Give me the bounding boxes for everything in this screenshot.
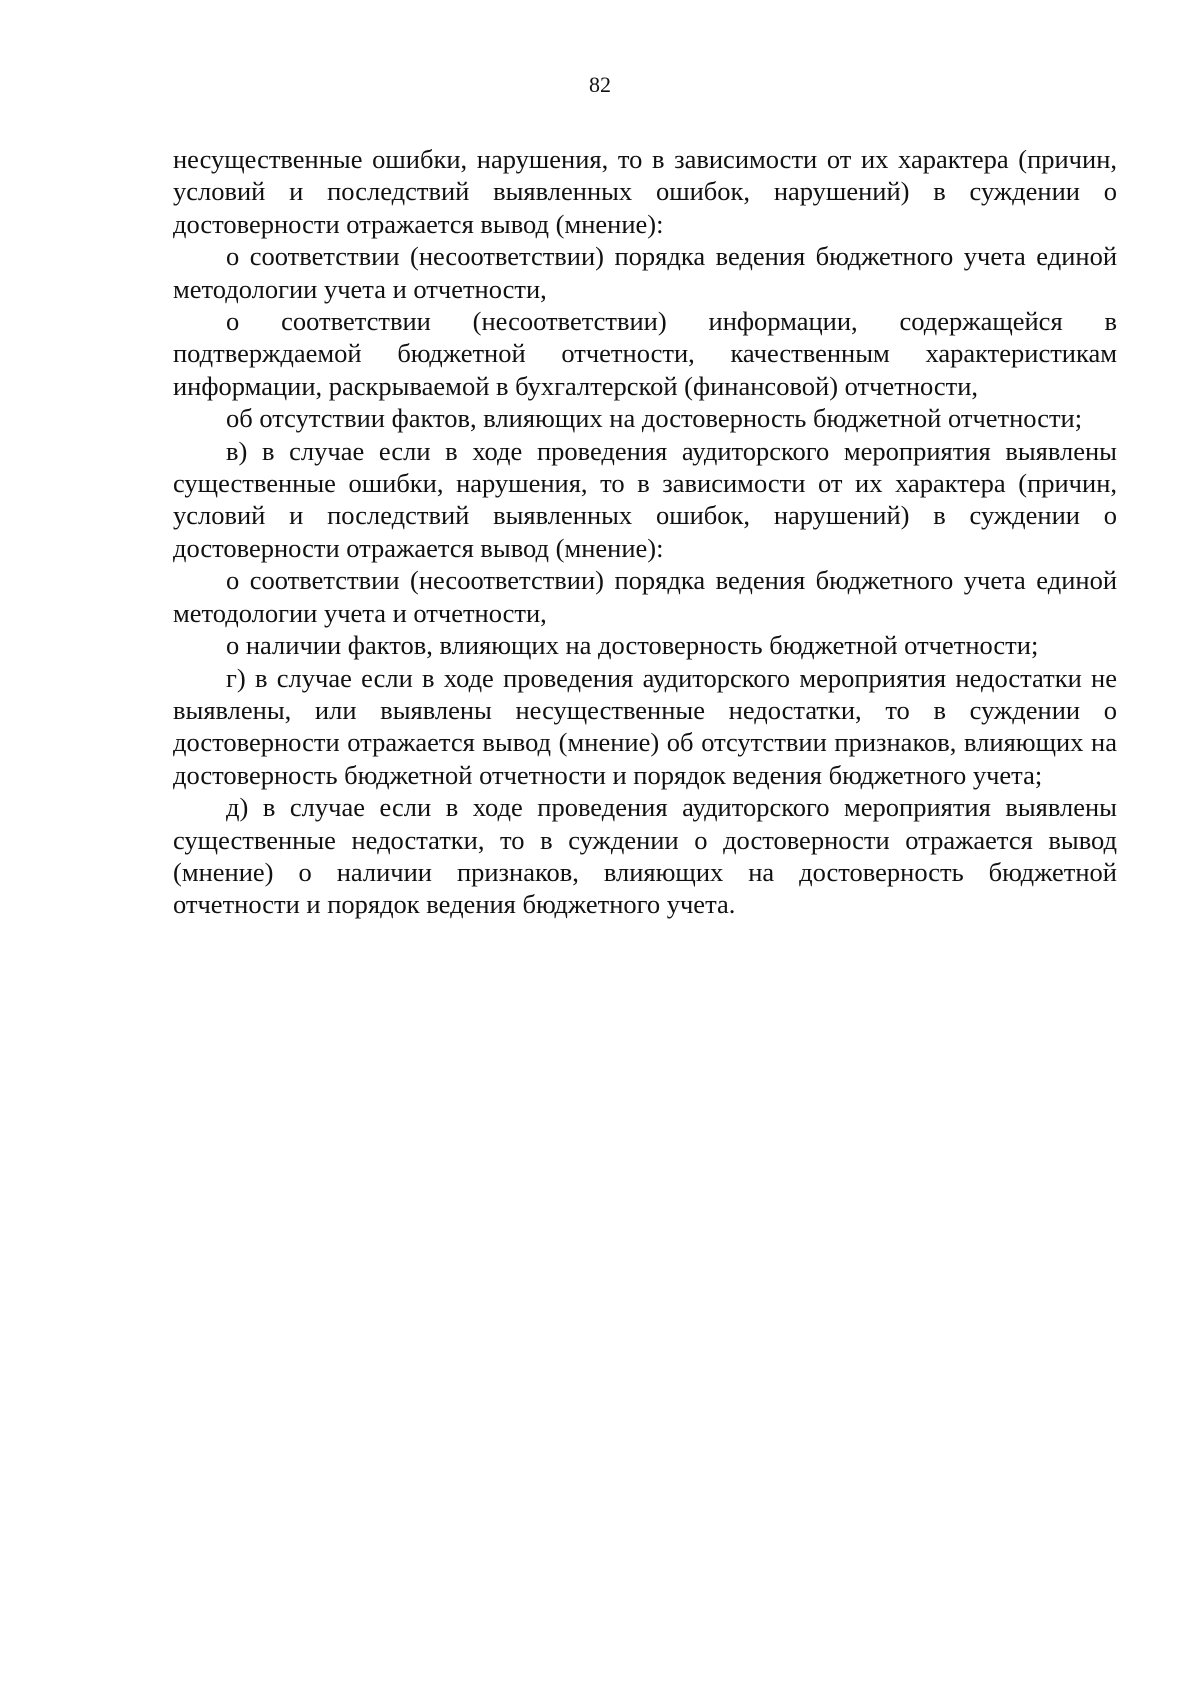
page-number: 82 bbox=[589, 72, 611, 97]
paragraph-8: г) в случае если в ходе проведения аудиторского мероприятия недостатки не выявлены, или выявлены несущественные недостатки, то в суждении о достоверности отражается вывод (мнение) об отсутствии признаков, влияющих на достоверность бюджетной отчетности и порядок ведения бюджетного учета; bbox=[173, 662, 1117, 790]
paragraph-9: д) в случае если в ходе проведения аудиторского мероприятия выявлены существенные недостатки, то в суждении о достоверности отражается вывод (мнение) о наличии признаков, влияющих на достоверность бюджетной отчетности и порядок ведения бюджетного учета. bbox=[173, 792, 1117, 920]
paragraph-2: о соответствии (несоответствии) порядка ведения бюджетного учета единой методологии учета и отчетности, bbox=[173, 241, 1117, 304]
paragraph-5: в) в случае если в ходе проведения аудиторского мероприятия выявлены существенные ошибки, нарушения, то в зависимости от их характера (причин, условий и последствий выявленных ошибок, нарушений) в суждении о достоверности отражается вывод (мнение): bbox=[173, 435, 1117, 563]
paragraph-1: несущественные ошибки, нарушения, то в зависимости от их характера (причин, условий и последствий выявленных ошибок, нарушений) в суждении о достоверности отражается вывод (мнение): bbox=[173, 144, 1117, 239]
paragraph-4: об отсутствии фактов, влияющих на достоверность бюджетной отчетности; bbox=[226, 403, 1083, 434]
paragraph-6: о соответствии (несоответствии) порядка ведения бюджетного учета единой методологии учета и отчетности, bbox=[173, 565, 1117, 628]
paragraph-3: о соответствии (несоответствии) информации, содержащейся в подтверждаемой бюджетной отчетности, качественным характеристикам информации, раскрываемой в бухгалтерской (финансовой) отчетности, bbox=[173, 306, 1117, 401]
document-body bbox=[173, 143, 1117, 921]
paragraph-7: о наличии фактов, влияющих на достоверность бюджетной отчетности; bbox=[226, 630, 1039, 661]
